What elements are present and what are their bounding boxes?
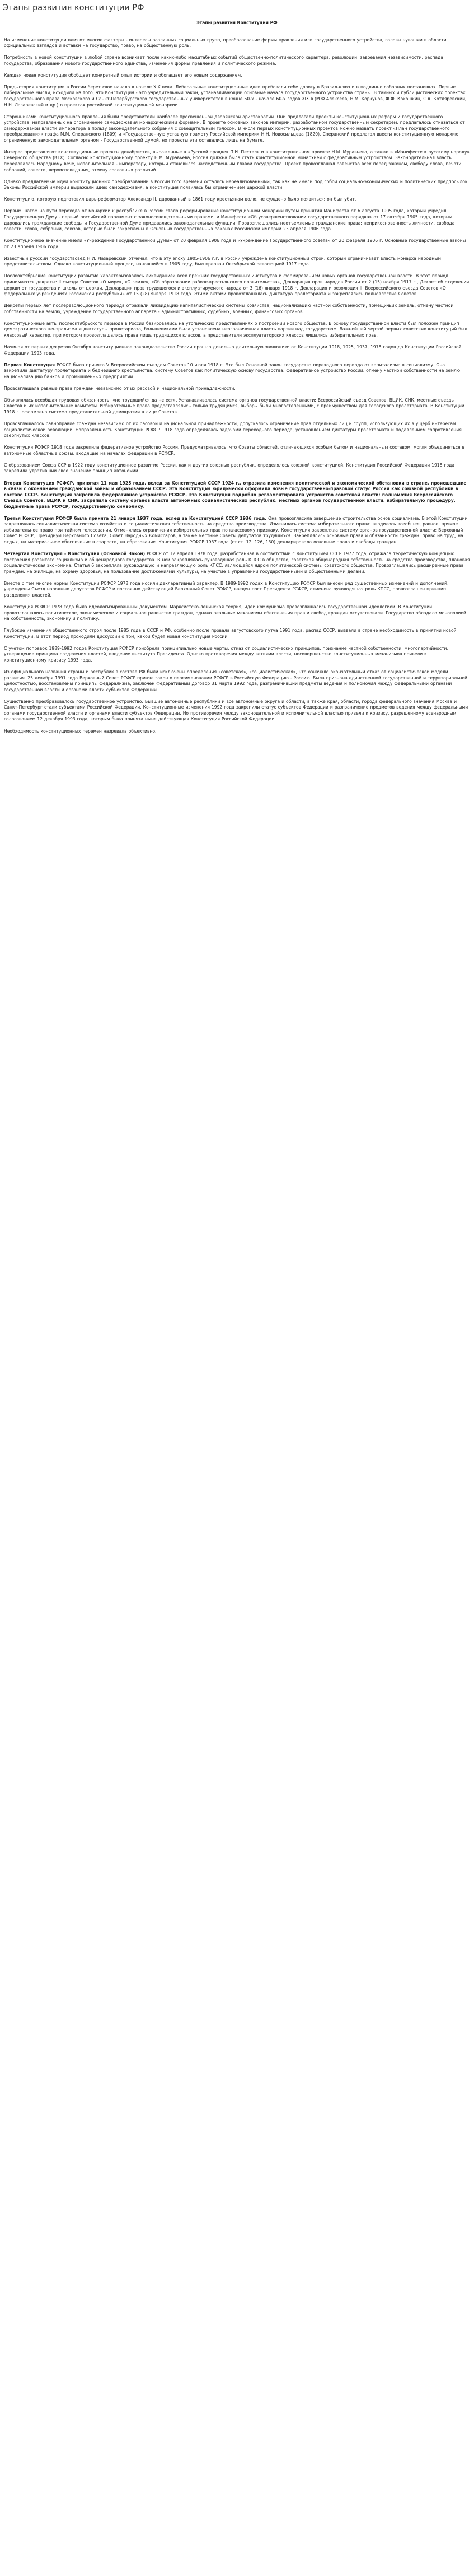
paragraph-text: Предыстория конституции в России берет свое начало в начале XIX века. Либеральные конституционные идеи пробовали себе дорогу в Бразил-ключ и в подлинно соборных постановках. Первые либеральные мысли, исходили из того, что Конституция - это учредительный закон, устанавливающий основные начала государственного устройства страны. В тайных и публицистических проектах государственного права Московского и Санкт-Петербургского государственных университетов в конце 50-х - начале 60-х годов XIX в.(М.Ф.Алексеев, Н.М. Коркунов, Ф.Ф. Кокошкин, С.А. Котляревский, Н.Н. Лазаревский и др.) о проектах российской конституционной монархии.: [4, 84, 467, 108]
paragraph-text: На изменение конституции влияют многие факторы - интересы различных социальных групп, преобразование формы правления или государственного устройства, головы чувашии в области официальных взглядов и вставки на государство, право, на общественную роль.: [4, 37, 447, 49]
paragraph: [4, 303, 470, 315]
paragraph: [4, 73, 470, 79]
paragraph: [4, 179, 470, 191]
paragraph: [4, 581, 470, 599]
paragraph: [4, 256, 470, 268]
paragraph-text: Провозглашала равные права граждан независимо от их расовой и национальной принадлежности.: [4, 385, 236, 391]
paragraph-text: Конституционные акты послеоктябрьского периода в России базировались на утопических представлениях о построении нового общества. В основу государственной власти был положен принцип демократического централизма и диктатуры пролетариата, большевиками была установлена неограниченная власть партии над государством. Важнейшей чертой первых советских конституций был классовый характер, при котором провозглашались права лишь трудящихся классов, а представители эксплуататорских классов лишались избирательных прав.: [4, 320, 467, 338]
paragraph-text: РСФСР была принята V Всероссийским съездом Советов 10 июля 1918 г. Это был Основной закон государства переходного периода от капитализма к социализму. Она закрепила диктатуру пролетариата и беднейшего крестьянства, систему Советов как политическую основу государства, федеративное устройство России, отмену частной собственности на землю, национализацию банков и промышленных предприятий.: [4, 362, 462, 379]
paragraph: [4, 85, 470, 108]
paragraph-lead: Третья Конституция РСФСР была принята 21 января 1937 года, вслед за Конституцией СССР 1936 года.: [4, 515, 267, 521]
paragraph-text: Из официального названия страны и республик в составе РФ были исключены определения «советская», «социалистическая», что означало окончательный отказ от социалистической модели развития. 25 декабря 1991 года Верховный Совет РСФСР принял закон о переименовании РСФСР в Российскую Федерацию - Россию. Была признана единственной государственной и территориальной целостностью, восстановлены принципы федерализма, заключен Федеративный договор 31 марта 1992 года, разграничивший предметы ведения и полномочия между федеральными органами государственной власти и органами власти субъектов Федерации.: [4, 669, 468, 692]
paragraph: [4, 551, 470, 575]
paragraph: [4, 729, 470, 735]
paragraph-text: Существенно преобразовалось государственное устройство. Бывшие автономные республики и все автономные округа и области, а также края, области, города федерального значения Москва и Санкт-Петербург стали субъектами Российской Федерации. Конституционные изменения 1992 года закрепили статус субъектов Федерации и разграничение предметов ведения между федеральными органами государственной власти и органами власти субъектов Федерации. Но противоречия между законодательной и исполнительной властью привели к кризису, разрешенному всенародным голосованием 12 декабря 1993 года, которым была принята ныне действующая Конституция Российской Федерации.: [4, 698, 468, 722]
paragraph: [4, 197, 470, 203]
paragraph-text: РСФСР от 12 апреля 1978 года, разработанная в соответствии с Конституцией СССР 1977 года, отражала теоретическую концепцию построения развитого социализма и общенародного государства. В ней закреплялась руководящая роль КПСС в обществе, советская общенародная собственность на средства производства, плановая социалистическая экономика. Статья 6 закрепляла руководящую и направляющую роль КПСС, являющейся ядром политической системы советского общества. Провозглашались расширенные права граждан: на жилище, на охрану здоровья, на пользование достижениями культуры, на участие в управлении государственными и общественными делами.: [4, 551, 470, 574]
paragraph: [4, 208, 470, 232]
paragraph: [4, 362, 470, 380]
paragraph-text: Объявлялась всеобщая трудовая обязанность: «не трудящийся да не ест». Устанавливалась система органов государственной власти: Всероссийский съезд Советов, ВЦИК, СНК, местные съезды Советов и их исполнительные комитеты. Избирательные права предоставлялись только трудящимся, выборы были многостепенными, с преимуществом для городского пролетариата. В Конституции 1918 г. оформлена система представительной демократии в лице Советов.: [4, 397, 464, 414]
paragraph: [4, 516, 470, 546]
article-subtitle: Этапы развития Конституции РФ: [196, 20, 278, 25]
paragraph: [4, 463, 470, 474]
paragraph-text: Потребность в новой конституции в любой стране возникает после каких-либо масштабных событий общественно-политического характера: революции, завоевания независимости, распада государства, образования нового государственного единства, изменения формы правления и политического режима.: [4, 55, 443, 66]
paragraph-text: Известный русский государствовед Н.И. Лазаревский отмечал, что в эту эпоху 1905-1906 г.г. в России учреждена конституционный строй, который ограничивает власть монарха народным представительством. Однако конституционный процесс, начавшийся в 1905 году, был прерван Октябрьской революцией 1917 года.: [4, 255, 441, 267]
paragraph-lead: Первая Конституция: [4, 362, 55, 367]
paragraph: [4, 321, 470, 339]
paragraph-text: С учетом поправок 1989-1992 годов Конституция РСФСР приобрела принципиально новые черты: отказ от социалистических принципов, признание частной собственности, многопартийности, утверждение принципа разделения властей, введение института Президента. Однако противоречия между ветвями власти, несовершенство конституционных механизмов привели к конституционному кризису 1993 года.: [4, 645, 448, 663]
paragraph: [4, 38, 470, 49]
paragraph-text: Необходимость конституционных перемен назревала объективно.: [4, 728, 157, 734]
page-title: Этапы развития конституции РФ: [0, 0, 474, 15]
paragraph: [4, 445, 470, 456]
paragraph-text: Начиная от первых декретов Октября конституционное законодательство России прошло довольно длительную эволюцию: от Конституции 1918, 1925, 1937, 1978 годов до Конституции Российской Федерации 1993 года.: [4, 344, 462, 356]
paragraph-text: Конституция РСФСР 1918 года закрепила федеративное устройство России. Предусматривалось, что Советы областей, отличающихся особым бытом и национальным составом, могли объединяться в автономные областные союзы, входящие на началах федерации в РСФСР.: [4, 445, 465, 456]
paragraph: [4, 481, 470, 510]
paragraph-text: Вместе с тем многие нормы Конституции РСФСР 1978 года носили декларативный характер. В 1989-1992 годах в Конституцию РСФСР был внесен ряд существенных изменений и дополнений: учреждены Съезд народных депутатов РСФСР и постоянно действующий Верховный Совет РСФСР, введен пост Президента РСФСР, отменена руководящая роль КПСС, провозглашен принцип разделения властей.: [4, 580, 449, 598]
paragraph: [4, 55, 470, 67]
paragraph: [4, 398, 470, 416]
paragraph-text: Глубокие изменения общественного строя после 1985 года в СССР и РФ, особенно после провала августовского путча 1991 года, распад СССР, вызвали в стране необходимость в принятии новой Конституции. В этот период проходили дискуссии о том, какой будет новая конституция России.: [4, 628, 457, 639]
paragraph: [4, 386, 470, 392]
paragraph: [4, 646, 470, 664]
paragraph-lead: Вторая Конституция РСФСР, принятая 11 мая 1925 года, вслед за Конституцией СССР 1924 г., отразила изменения политической и экономической обстановки в стране, происшедшие в связи с окончанием гражданской войны и образованием СССР. Эта Конституция юридически оформила новые государственно-правовой статус России как союзной республики в составе СССР. Конституция закрепила федеративное устройство РСФСР. Эта Конституция подробно регламентировала устройство советской власти: полномочия Всероссийского Съезда Советов, ВЦИК и СНК, закрепила систему органов власти автономных социалистических республик, местных органов государственной власти, избирательную процедуру, бюджетные права РСФСР, государственную символику.: [4, 480, 467, 509]
paragraph-text: Первым шагом на пути перехода от монархии к республике в России стало реформирование конституционной монархии путем принятия Манифеста от 6 августа 1905 года, который учредил Государственную Думу - первый российский парламент с законосовещательными правами, и Манифеста «Об усовершенствовании государственного порядка» от 17 октября 1905 года, которым даровались гражданские свободы и Государственной Думе придавались законодательные функции. Провозглашались неотъемлемые гражданские права: неприкосновенность личности, свобода совести, слова, собраний, союзов, которые были закреплены в Основных государственных законах Российской империи 23 апреля 1906 года.: [4, 208, 455, 232]
paragraph-lead: Четвертая Конституция - Конституция (Основной Закон): [4, 551, 146, 557]
paragraph: [4, 604, 470, 622]
paragraph-list: [4, 38, 470, 735]
paragraph-text: Конституцию, которую подготовил царь-реформатор Александр II, дарованный в 1861 году крестьянам волю, не суждено было появиться: он был убит.: [4, 197, 356, 202]
paragraph-text: Она провозгласила завершение строительства основ социализма. В этой Конституции закреплялась социалистическая система хозяйства и социалистическая собственность на средства производства. Изменилась система избирательного права: вводилось всеобщее, равное, прямое избирательное право при тайном голосовании. Отменялись ограничения избирательных прав по классовому признаку. Конституция закрепляла систему органов государственной власти: Верховный Совет РСФСР, Президиум Верховного Совета, Совет Народных Комиссаров, а также местные Советы депутатов трудящихся. Закреплялись основные права и обязанности граждан: право на труд, на отдых, на материальное обеспечение в старости, на образование. Конституция РСФСР 1937 года (ст.ст. 12, 126, 130) декларировала основные права и свободы граждан.: [4, 515, 468, 545]
paragraph: [4, 699, 470, 723]
paragraph: [4, 238, 470, 250]
paragraph-text: Послеоктябрьские конституции развитие характеризовалось ликвидацией всех прежних государственных институтов и формированием новых органов государственной власти. В этот период принимаются декреты: II съезда Советов «О мире», «О земле», «Об образовании рабоче-крестьянского правительства», Декларация прав народов России от 2 (15) ноября 1917 г., Декрет об отделении церкви от государства и школы от церкви, Декларация прав трудящегося и эксплуатируемого народа от 3 (16) января 1918 г. Декларация и резолюция III Всероссийского съезда Советов «О федеральных учреждениях Российской республики» от 15 (28) января 1918 года. Этими актами провозглашалась диктатура пролетариата и закреплялись полновластие Советов.: [4, 273, 470, 297]
paragraph: [4, 150, 470, 173]
paragraph: [4, 273, 470, 297]
paragraph-text: Провозглашалось равноправие граждан независимо от их расовой и национальной принадлежности, допускалось ограничение прав отдельных лиц и групп, использующих их в ущерб интересам социалистической революции. Направленность Конституции РСФСР 1918 года определялась задачами переходного периода, установлением диктатуры пролетариата и подавлением сопротивления свергнутых классов.: [4, 421, 462, 439]
paragraph: [4, 421, 470, 439]
paragraph-text: С образованием Союза ССР в 1922 году конституционное развитие России, как и других союзных республик, определялось союзной конституцией. Конституция Российской Федерации 1918 года закрепила утративший свое значение принцип автономии.: [4, 462, 455, 474]
paragraph: [4, 669, 470, 693]
paragraph-text: Интерес представляют конституционные проекты декабристов, выраженные в «Русской правде» П.И. Пестеля и в конституционном проекте Н.М. Муравьева, а также в «Манифесте к русскому народу» Северного общества (К1Х). Согласно конституционному проекту Н.М. Муравьева, Россия должна была стать конституционной монархией с федеративным устройством. Законодательная власть передавалась Народному вече, исполнительная - императору, который становился наследственным главой государства. Проект провозглашал равенство всех перед законом, свободу слова, печати, собраний, совести, вероисповедания, отмену сословных различий.: [4, 149, 470, 173]
paragraph: [4, 344, 470, 356]
paragraph-text: Конституция РСФСР 1978 года была идеологизированным документом. Марксистско-ленинская теория, идеи коммунизма провозглашались государственной идеологией. В Конституции провозглашались политическое, экономическое и социальное равенство граждан, однако реальные механизмы обеспечения прав и свобод граждан отсутствовали. Государство обладало монополией на собственность, экономику и политику.: [4, 604, 466, 622]
paragraph: [4, 114, 470, 144]
paragraph-text: Сторонниками конституционного правления были представители наиболее просвещенной дворянской аристократии. Они предлагали проекты конституционных реформ и государственного устройства, направленных на ограничение самодержавия монархическими формами. В проекте основных законов империи, разработанном государственным секретарем, предлагалось отказаться от самодержавной власти императора в пользу законодательного собрания с совещательным голосом. В числе первых конституционных проектов можно назвать проект «План государственного преобразования» графа М.М. Сперанского (1809) и «Государственную уставную грамоту Российской империи» Н.Н. Новосильцева (1820). Сперанский предлагал ввести конституционную монархию, ограниченную законодательным органом - Государственной думой, но проекты эти оставались лишь на бумаге.: [4, 114, 465, 143]
article-body: [0, 20, 474, 734]
paragraph-text: Каждая новая конституция обобщает конкретный опыт истории и обогащает его новым содержанием.: [4, 72, 242, 78]
paragraph-text: Однако предлагаемые идеи конституционных преобразований в России того времени остались нереализованными, так как не имели под собой социально-экономических и политических предпосылок. Законы Российской империи выражали идею самодержавия, а конституция появилась бы ограничением царской власти.: [4, 179, 469, 190]
paragraph: [4, 628, 470, 640]
paragraph-text: Конституционное значение имели «Учреждение Государственной Думы» от 20 февраля 1906 года и «Учреждение Государственного совета» от 20 февраля 1906 г. Основные государственные законы от 23 апреля 1906 года.: [4, 238, 466, 249]
paragraph-text: Декреты первых лет послереволюционного периода отражали ликвидацию капиталистической системы хозяйства, национализацию частной собственности, помещичьих земель, отмену частной собственности на землю, учреждение государственного аппарата - административных, судебных, военных, финансовых органов.: [4, 303, 454, 314]
